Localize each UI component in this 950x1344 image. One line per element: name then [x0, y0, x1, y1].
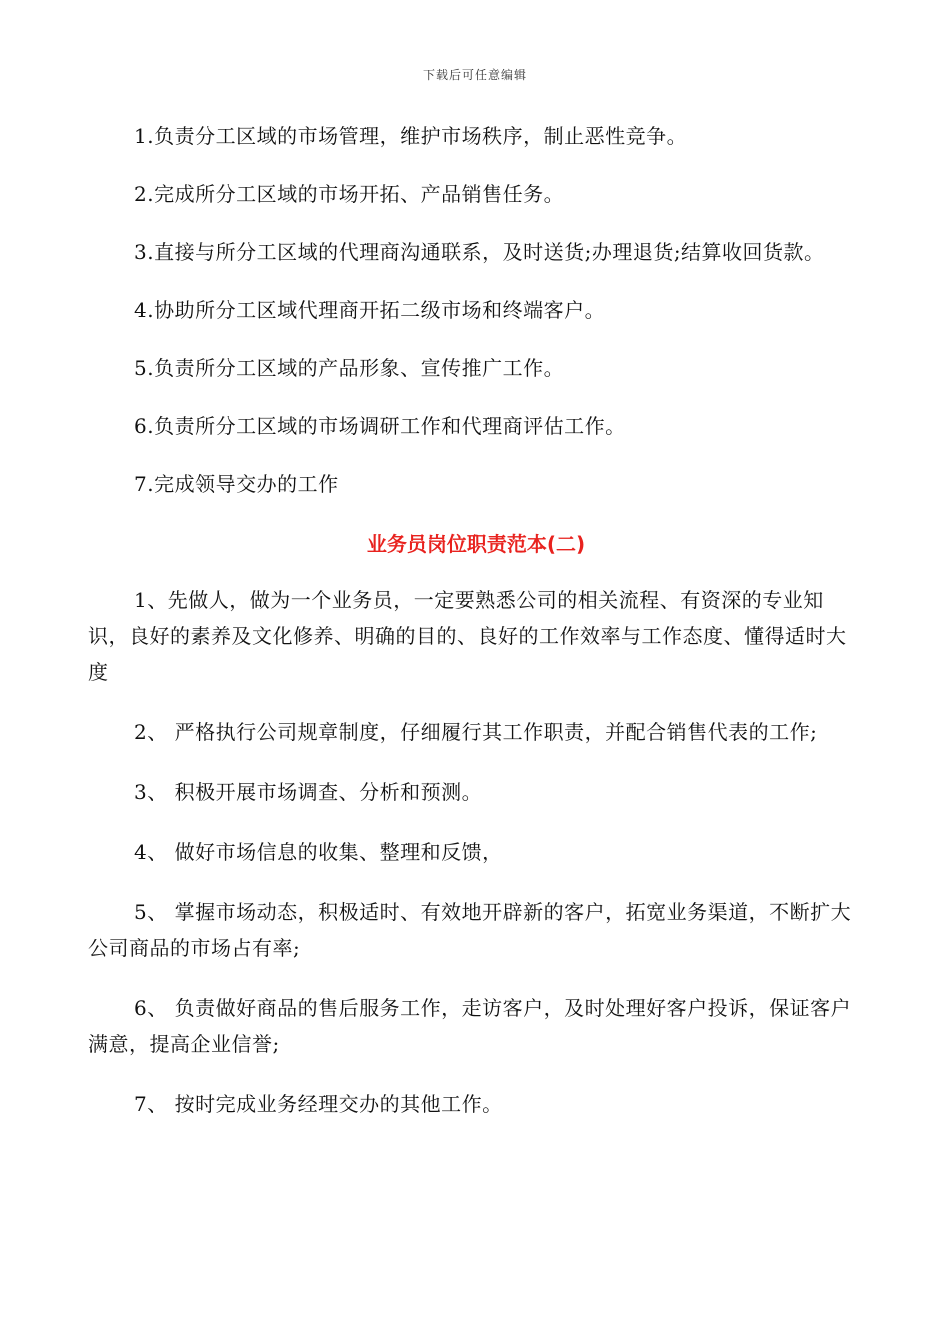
section-title: 业务员岗位职责范本(二) — [366, 532, 586, 556]
paragraph: 1、先做人，做为一个业务员，一定要熟悉公司的相关流程、有资深的专业知识，良好的素养及文化修养、明确的目的、良好的工作效率与工作态度、懂得适时大度 — [88, 588, 847, 684]
paragraph: 7.完成领导交办的工作 — [134, 472, 339, 496]
paragraph: 3、 积极开展市场调查、分析和预测。 — [134, 780, 483, 804]
section-2 — [88, 582, 864, 1122]
paragraph: 2.完成所分工区域的市场开拓、产品销售任务。 — [134, 182, 565, 206]
document-body — [88, 118, 864, 1146]
paragraph: 6、 负责做好商品的售后服务工作，走访客户，及时处理好客户投诉，保证客户满意，提高企业信誉; — [88, 996, 852, 1056]
paragraph: 5.负责所分工区域的产品形象、宣传推广工作。 — [134, 356, 565, 380]
section-1 — [88, 118, 864, 502]
page-header: 下载后可任意编辑 — [422, 68, 527, 82]
paragraph: 7、 按时完成业务经理交办的其他工作。 — [134, 1092, 503, 1116]
paragraph: 3.直接与所分工区域的代理商沟通联系，及时送货;办理退货;结算收回货款。 — [134, 240, 825, 264]
paragraph: 4、 做好市场信息的收集、整理和反馈， — [134, 840, 503, 864]
paragraph: 6.负责所分工区域的市场调研工作和代理商评估工作。 — [134, 414, 626, 438]
paragraph: 4.协助所分工区域代理商开拓二级市场和终端客户。 — [134, 298, 606, 322]
paragraph: 1.负责分工区域的市场管理，维护市场秩序，制止恶性竞争。 — [134, 124, 688, 148]
paragraph: 5、 掌握市场动态，积极适时、有效地开辟新的客户，拓宽业务渠道，不断扩大公司商品的市场占有率; — [88, 900, 852, 960]
paragraph: 2、 严格执行公司规章制度，仔细履行其工作职责，并配合销售代表的工作; — [134, 720, 818, 744]
